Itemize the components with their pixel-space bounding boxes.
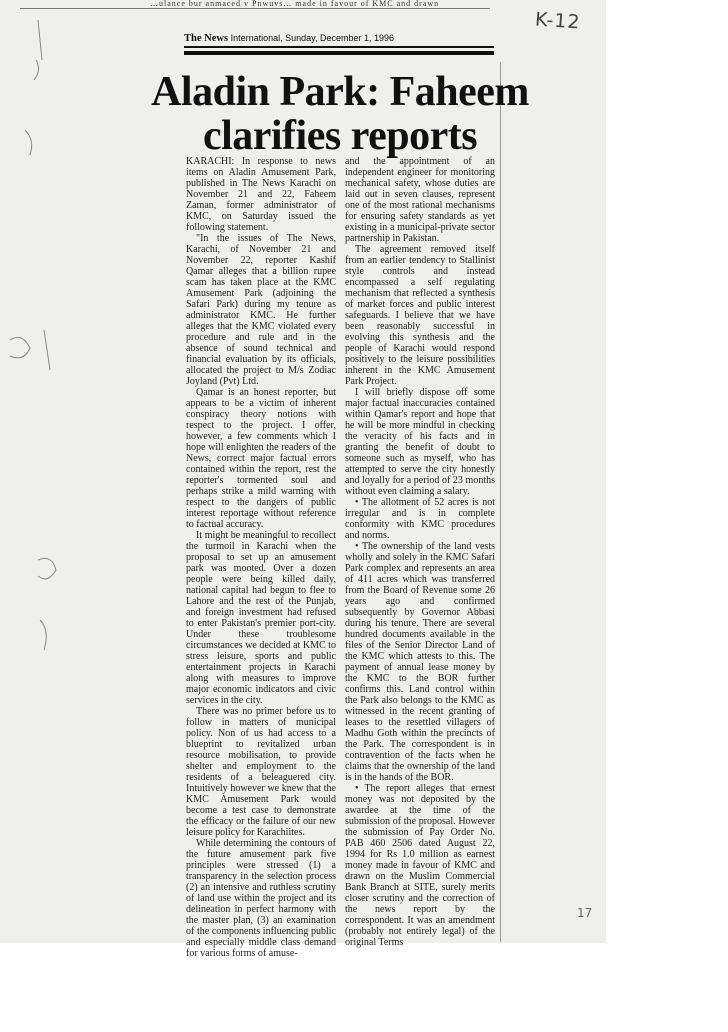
- paragraph: While determining the contours of the future amusement park five principles were stressed (1) a transparency in the selection process (2) an intensive and ruthless scrutiny of land use within the project and its delineation in perfect harmony with the master plan, (3) an examination of the components influencing public and especially middle class demand for various forms of amuse-: [186, 838, 336, 959]
- punch-hole-marks: [0, 0, 80, 700]
- cut-headline-fragment: …ulance bur anmaced v Pnwuvs… made in favour of KMC and drawn: [150, 0, 440, 8]
- paragraph: • The allotment of 52 acres is not irregular and is in complete conformity with KMC procedures and norms.: [345, 497, 495, 541]
- article-column-1: [186, 156, 336, 959]
- paragraph: The agreement removed itself from an earlier tendency to Stallinist style controls and instead encompassed a self regulating mechanism that reflected a synthesis of market forces and public interest safeguards. I believe that we have been reasonably successful in evolving this synthesis and the people of Karachi would respond positively to the leisure possibilities inherent in the KMC Amusement Park Project.: [345, 244, 495, 387]
- scan-background: [606, 0, 728, 1032]
- paragraph: There was no primer before us to follow in matters of municipal policy. Non of us had access to a blueprint to revitalized urban resource mobilisation, to provide shelter and employment to the residents of a beleaguered city. Intuitively however we knew that the KMC Amusement Park would become a test case to demonstrate the efficacy or the failure of our new leisure policy for Karachiites.: [186, 706, 336, 838]
- handwritten-reference: K-12: [534, 8, 582, 34]
- edition-date: International, Sunday, December 1, 1996: [230, 33, 394, 43]
- paragraph: KARACHI: In response to news items on Aladin Amusement Park, published in The News Karachi on November 21 and 22, Faheem Zaman, former administrator of KMC, on Saturday issued the following statement.: [186, 156, 336, 233]
- paragraph: • The ownership of the land vests wholly and solely in the KMC Safari Park complex and represents an area of 411 acres which was transferred from the Board of Revenue some 26 years ago and confirmed subsequently by Governor Abbasi during his tenure. There are several hundred documents available in the files of the Senior Director Land of the KMC which attests to this. The payment of annual lease money by the KMC to the BOR further confirms this. Land control within the Park also belongs to the KMC as witnessed in the recent granting of leases to the resettled villagers of Madhu Goth within the precincts of the Park. The correspondent is in contravention of the facts when he claims that the ownership of the land is in the hands of the BOR.: [345, 541, 495, 783]
- paragraph: I will briefly dispose off some major factual inaccuracies contained within Qamar's report and hope that he will be more mindful in checking the veracity of his facts and in granting the benefit of doubt to someone such as myself, who has attempted to serve the city honestly and loyally for a period of 23 months without even claiming a salary.: [345, 387, 495, 497]
- headline-line-1: Aladin Park: Faheem: [151, 69, 529, 115]
- article-column-2: [345, 156, 495, 948]
- paragraph: It might be meaningful to recollect the turmoil in Karachi when the proposal to set up an amusement park was mooted. Over a dozen people were being killed daily, national capital had begun to flee to Lahore and the rest of the Punjab, and foreign investment had refused to enter Pakistan's premier port-city. Under these troublesome circumstances we decided at KMC to stress leisure, sports and public entertainment projects in Karachi along with measures to improve major economic indicators and civic services in the city.: [186, 530, 336, 706]
- masthead: [184, 33, 394, 44]
- masthead-rule-thin: [184, 46, 494, 48]
- margin-page-number: 17: [577, 906, 593, 920]
- headline-line-2: clarifies reports: [202, 113, 478, 159]
- publication-name: The News: [184, 33, 229, 44]
- paragraph: and the appointment of an independent engineer for monitoring mechanical safety, whose duties are laid out in seven clauses, represent one of the most rational mechanisms for ensuring safety standards as yet existing in a municipal-private sector partnership in Pakistan.: [345, 156, 495, 244]
- paragraph: Qamar is an honest reporter, but appears to be a victim of inherent conspiracy theory notions with respect to the project. I offer, however, a few comments which I hope will enlighten the readers of the News, correct major factual errors contained within the report, rest the reporter's tormented soul and perhaps strike a mild warning with respect to the dangers of public interest reportage without reference to factual accuracy.: [186, 387, 336, 530]
- headline: [150, 70, 530, 158]
- paragraph: • The report alleges that ernest money was not deposited by the awardee at the time of the submission of the proposal. However the submission of Pay Order No. PAB 460 2506 dated August 22, 1994 for Rs 1.0 million as earnest money made in favour of KMC and drawn on the Muslim Commercial Bank Branch at SITE, surely merits closer scrutiny and the correction of the news report by the correspondent. It was an amendment (probably not entirely legal) of the original Terms: [345, 783, 495, 948]
- paragraph: "In the issues of The News, Karachi, of November 21 and November 22, reporter Kashif Qamar alleges that a billion rupee scam has taken place at the KMC Amusement Park (adjoining the Safari Park) during my tenure as administrator KMC. He further alleges that the KMC violated every procedure and rule and in the absence of sound technical and financial evaluation by its officials, allocated the project to M/s Zodiac Joyland (Pvt) Ltd.: [186, 233, 336, 387]
- masthead-rule-thick: [184, 51, 494, 55]
- column-divider: [500, 62, 501, 942]
- cut-edge-line: [20, 8, 490, 9]
